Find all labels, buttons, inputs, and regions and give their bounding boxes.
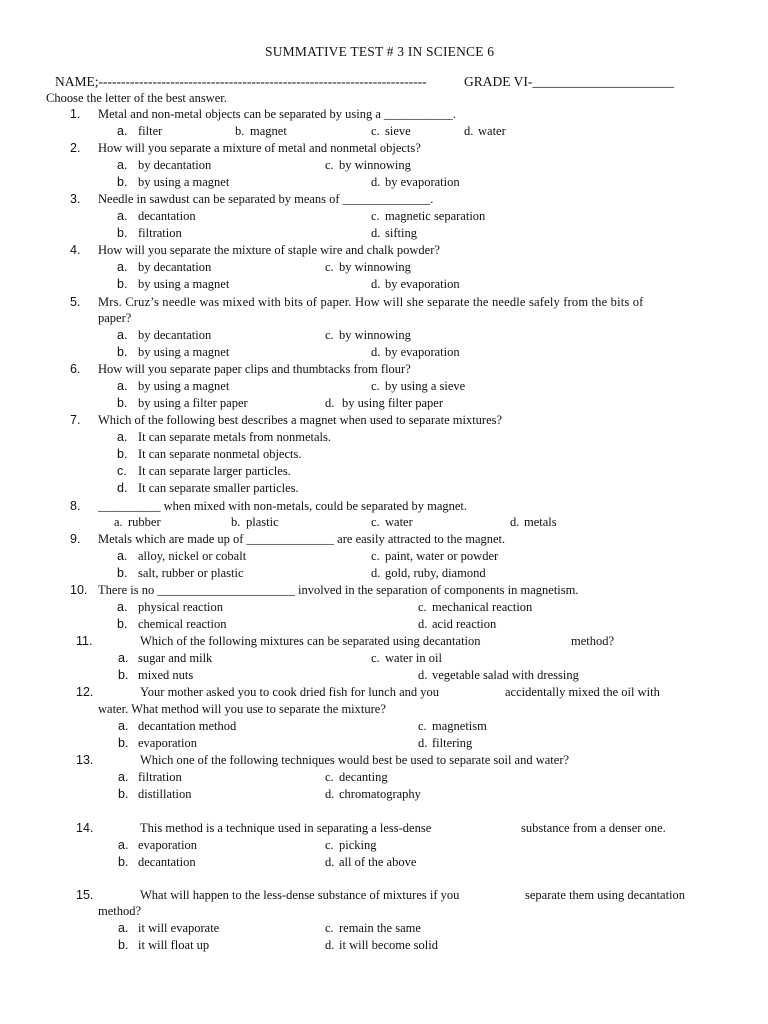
choice-text: It can separate metals from nonmetals. <box>138 430 331 444</box>
choice-text: by using a magnet <box>138 175 230 189</box>
choice-letter: d. <box>325 938 335 952</box>
question-text-continued: water. What method will you use to separate the mixture? <box>98 702 386 716</box>
choice-text: water in oil <box>385 651 442 665</box>
choice-text: by decantation <box>138 158 212 172</box>
choice-letter: d. <box>371 566 381 580</box>
choice-text: by winnowing <box>339 328 411 342</box>
choice-text: by evaporation <box>385 345 460 359</box>
choice-text: picking <box>339 838 377 852</box>
choice-letter: a. <box>117 549 128 563</box>
choice-text: mixed nuts <box>138 668 194 682</box>
question-number: 10. <box>70 583 88 597</box>
choice-text: sugar and milk <box>138 651 213 665</box>
choice-letter: b. <box>117 447 128 461</box>
choice-text: by using a magnet <box>138 379 230 393</box>
choice-letter: d. <box>325 787 335 801</box>
choice-letter: a. <box>117 209 128 223</box>
question-number: 11. <box>76 634 93 648</box>
choice-letter: b. <box>235 124 245 138</box>
choice-letter: a. <box>117 600 128 614</box>
choice-letter: d. <box>371 277 381 291</box>
choice-text: by using a filter paper <box>138 396 248 410</box>
choice-letter: d. <box>117 481 128 495</box>
question-text: __________ when mixed with non-metals, could be separated by magnet. <box>98 499 468 513</box>
choice-letter: d. <box>371 226 381 240</box>
question-text: Which of the following best describes a magnet when used to separate mixtures? <box>98 413 503 427</box>
choice-text: it will become solid <box>339 938 438 952</box>
choice-text: sifting <box>385 226 417 240</box>
choice-letter: d. <box>371 345 381 359</box>
choice-text: chemical reaction <box>138 617 227 631</box>
choice-text: It can separate nonmetal objects. <box>138 447 302 461</box>
choice-letter: a. <box>117 260 128 274</box>
choice-text: acid reaction <box>432 617 497 631</box>
choice-letter: a. <box>118 719 129 733</box>
choice-letter: a. <box>117 328 128 342</box>
choice-letter: b. <box>118 668 129 682</box>
choice-text: evaporation <box>138 838 198 852</box>
question-text: Your mother asked you to cook dried fish for lunch and you <box>140 685 440 699</box>
choice-text: by decantation <box>138 328 212 342</box>
choice-letter: b. <box>117 175 128 189</box>
question-number: 3. <box>70 192 81 206</box>
question-text: Needle in sawdust can be separated by means of ______________. <box>98 192 434 206</box>
choice-letter: c. <box>371 549 380 563</box>
choice-text: decantation <box>138 209 196 223</box>
choice-text: mechanical reaction <box>432 600 533 614</box>
choice-letter: a. <box>114 515 123 529</box>
choice-text: evaporation <box>138 736 198 750</box>
question-number: 7. <box>70 413 81 427</box>
choice-letter: c. <box>371 651 380 665</box>
choice-letter: d. <box>464 124 474 138</box>
question-text-continued: method? <box>98 904 142 918</box>
question-number: 9. <box>70 532 81 546</box>
question-text: This method is a technique used in separating a less-dense <box>140 821 432 835</box>
page-title: SUMMATIVE TEST # 3 IN SCIENCE 6 <box>265 44 495 59</box>
choice-letter: c. <box>371 124 380 138</box>
choice-letter: b. <box>117 396 128 410</box>
choice-letter: d. <box>510 515 520 529</box>
choice-text: by using a magnet <box>138 277 230 291</box>
choice-letter: c. <box>371 209 380 223</box>
choice-letter: b. <box>118 938 129 952</box>
question-number: 12. <box>76 685 94 699</box>
choice-text: by evaporation <box>385 277 460 291</box>
choice-text: gold, ruby, diamond <box>385 566 486 580</box>
choice-letter: b. <box>118 787 129 801</box>
choice-text: remain the same <box>339 921 421 935</box>
choice-letter: c. <box>325 838 334 852</box>
question-text: How will you separate the mixture of staple wire and chalk powder? <box>98 243 440 257</box>
choice-text: by using filter paper <box>342 396 444 410</box>
choice-text: filter <box>138 124 163 138</box>
choice-letter: a. <box>117 379 128 393</box>
choice-letter: d. <box>371 175 381 189</box>
choice-letter: d. <box>418 617 428 631</box>
choice-text: metals <box>524 515 557 529</box>
choice-text: filtering <box>432 736 473 750</box>
choice-text: magnetism <box>432 719 487 733</box>
choice-letter: c. <box>325 260 334 274</box>
choice-letter: b. <box>231 515 241 529</box>
choice-text: plastic <box>246 515 279 529</box>
choice-letter: d. <box>418 736 428 750</box>
choice-text: magnet <box>250 124 287 138</box>
question-text-end: separate them using decantation <box>525 888 686 902</box>
choice-letter: a. <box>117 124 128 138</box>
choice-text: by decantation <box>138 260 212 274</box>
choice-text: by evaporation <box>385 175 460 189</box>
choice-letter: a. <box>117 430 128 444</box>
choice-text: decantation method <box>138 719 237 733</box>
choice-text: decanting <box>339 770 388 784</box>
choice-letter: c. <box>117 464 127 478</box>
choice-letter: b. <box>117 277 128 291</box>
choice-letter: a. <box>118 838 129 852</box>
choice-text: chromatography <box>339 787 421 801</box>
choice-text: salt, rubber or plastic <box>138 566 244 580</box>
name-field-line: NAME;------------------------------------------------------------------------- <box>55 74 427 89</box>
question-number: 2. <box>70 141 81 155</box>
choice-text: It can separate larger particles. <box>138 464 291 478</box>
choice-letter: b. <box>117 226 128 240</box>
question-text-continued: paper? <box>98 311 132 325</box>
choice-text: vegetable salad with dressing <box>432 668 579 682</box>
choice-letter: a. <box>117 158 128 172</box>
question-number: 14. <box>76 821 94 835</box>
choice-letter: c. <box>371 515 380 529</box>
choice-letter: a. <box>118 651 129 665</box>
choice-letter: d. <box>325 855 335 869</box>
question-text: Which one of the following techniques would best be used to separate soil and water? <box>140 753 570 767</box>
choice-letter: b. <box>118 736 129 750</box>
choice-letter: c. <box>325 921 334 935</box>
choice-text: by using a sieve <box>385 379 466 393</box>
question-text: Mrs. Cruz’s needle was mixed with bits of paper. How will she separate the needle safely from the bits of <box>98 295 644 309</box>
choice-text: filtration <box>138 226 182 240</box>
choice-letter: c. <box>325 328 334 342</box>
choice-letter: b. <box>117 345 128 359</box>
question-text: What will happen to the less-dense substance of mixtures if you <box>140 888 460 902</box>
question-text: There is no ______________________ involved in the separation of components in magnetism. <box>98 583 579 597</box>
question-text: Metals which are made up of ______________ are easily attracted to the magnet. <box>98 532 506 546</box>
choice-letter: c. <box>371 379 380 393</box>
choice-letter: a. <box>118 770 129 784</box>
grade-field-line: GRADE VI-_____________________ <box>464 74 675 89</box>
choice-text: it will evaporate <box>138 921 220 935</box>
question-number: 1. <box>70 107 81 121</box>
choice-text: distillation <box>138 787 192 801</box>
choice-text: by winnowing <box>339 158 411 172</box>
question-number: 13. <box>76 753 94 767</box>
question-number: 8. <box>70 499 81 513</box>
choice-text: all of the above <box>339 855 417 869</box>
choice-text: decantation <box>138 855 196 869</box>
choice-letter: d. <box>418 668 428 682</box>
question-text: Which of the following mixtures can be separated using decantation <box>140 634 481 648</box>
question-text-end: method? <box>571 634 615 648</box>
question-text: How will you separate paper clips and thumbtacks from flour? <box>98 362 411 376</box>
question-number: 6. <box>70 362 81 376</box>
choice-letter: c. <box>325 158 334 172</box>
choice-letter: b. <box>118 855 129 869</box>
question-text-end: accidentally mixed the oil with <box>505 685 660 699</box>
choice-text: by winnowing <box>339 260 411 274</box>
choice-text: physical reaction <box>138 600 224 614</box>
question-number: 5. <box>70 295 81 309</box>
choice-text: rubber <box>128 515 161 529</box>
question-text: Metal and non-metal objects can be separated by using a ___________. <box>98 107 456 121</box>
question-text-end: substance from a denser one. <box>521 821 666 835</box>
choice-letter: a. <box>118 921 129 935</box>
choice-letter: c. <box>325 770 334 784</box>
choice-text: alloy, nickel or cobalt <box>138 549 247 563</box>
choice-letter: c. <box>418 600 427 614</box>
instructions: Choose the letter of the best answer. <box>46 91 227 105</box>
choice-letter: d. <box>325 396 335 410</box>
choice-text: sieve <box>385 124 411 138</box>
question-number: 15. <box>76 888 94 902</box>
choice-letter: c. <box>418 719 427 733</box>
choice-text: water <box>478 124 506 138</box>
question-number: 4. <box>70 243 81 257</box>
choice-text: It can separate smaller particles. <box>138 481 299 495</box>
choice-text: it will float up <box>138 938 210 952</box>
question-text: How will you separate a mixture of metal and nonmetal objects? <box>98 141 421 155</box>
choice-letter: b. <box>117 566 128 580</box>
choice-text: magnetic separation <box>385 209 486 223</box>
choice-text: water <box>385 515 413 529</box>
choice-letter: b. <box>117 617 128 631</box>
choice-text: filtration <box>138 770 182 784</box>
choice-text: paint, water or powder <box>385 549 499 563</box>
choice-text: by using a magnet <box>138 345 230 359</box>
